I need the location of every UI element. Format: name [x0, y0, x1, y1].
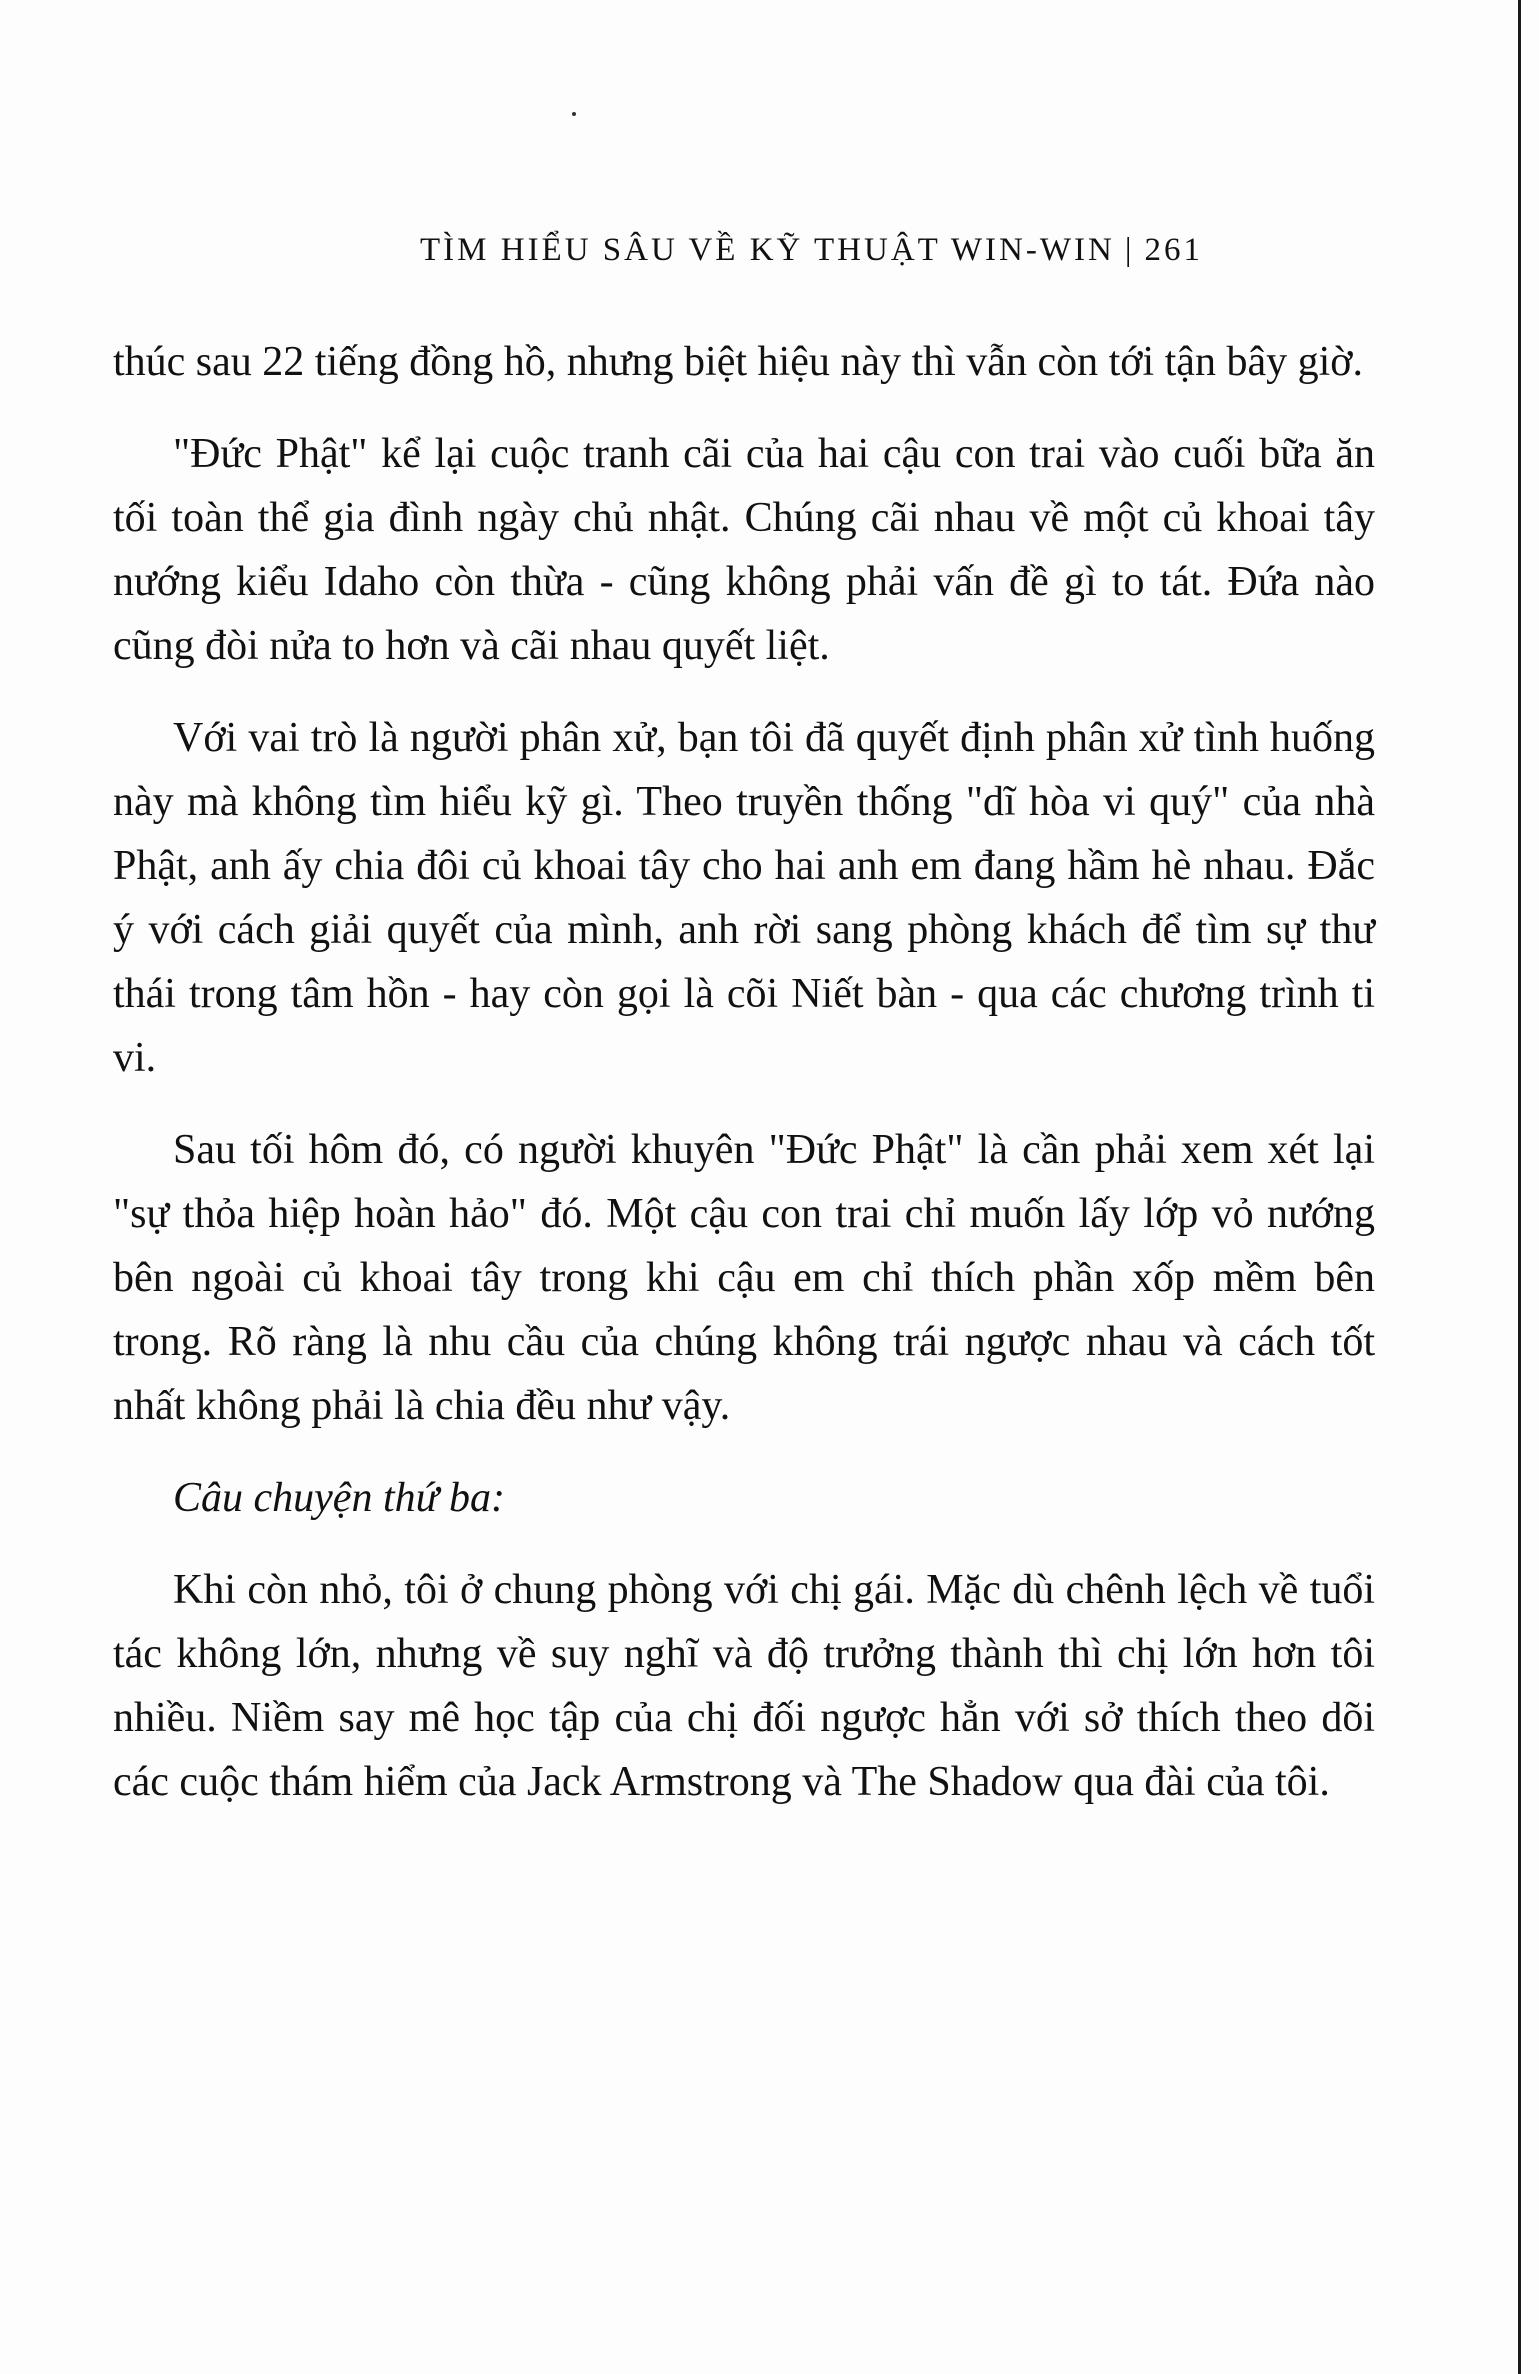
running-header: [420, 232, 1380, 269]
body-text: [113, 330, 1375, 1842]
scan-speck: [572, 112, 576, 116]
chapter-title: TÌM HIỂU SÂU VỀ KỸ THUẬT WIN-WIN: [420, 232, 1115, 268]
paragraph-continuation: thúc sau 22 tiếng đồng hồ, nhưng biệt hiệu này thì vẫn còn tới tận bây giờ.: [113, 339, 1363, 385]
paragraph: Sau tối hôm đó, có người khuyên "Đức Phật" là cần phải xem xét lại "sự thỏa hiệp hoàn hảo" đó. Một cậu con trai chỉ muốn lấy lớp vỏ nướng bên ngoài củ khoai tây trong khi cậu em chỉ thích phần xốp mềm bên trong. Rõ ràng là nhu cầu của chúng không trái ngược nhau và cách tốt nhất không phải là chia đều như vậy.: [113, 1127, 1375, 1429]
paragraph: "Đức Phật" kể lại cuộc tranh cãi của hai cậu con trai vào cuối bữa ăn tối toàn thể gia đình ngày chủ nhật. Chúng cãi nhau về một củ khoai tây nướng kiểu Idaho còn thừa - cũng không phải vấn đề gì to tát. Đứa nào cũng đòi nửa to hơn và cãi nhau quyết liệt.: [113, 431, 1375, 669]
paragraph: Khi còn nhỏ, tôi ở chung phòng với chị gái. Mặc dù chênh lệch về tuổi tác không lớn, nhưng về suy nghĩ và độ trưởng thành thì chị lớn hơn tôi nhiều. Niềm say mê học tập của chị đối ngược hẳn với sở thích theo dõi các cuộc thám hiểm của Jack Armstrong và The Shadow qua đài của tôi.: [113, 1567, 1375, 1805]
header-separator: |: [1124, 232, 1135, 268]
section-subheading: Câu chuyện thứ ba:: [173, 1475, 506, 1521]
page-number: 261: [1144, 232, 1203, 268]
page-edge-line: [1518, 0, 1521, 2374]
paragraph: Với vai trò là người phân xử, bạn tôi đã quyết định phân xử tình huống này mà không tìm hiểu kỹ gì. Theo truyền thống "dĩ hòa vi quý" của nhà Phật, anh ấy chia đôi củ khoai tây cho hai anh em đang hầm hè nhau. Đắc ý với cách giải quyết của mình, anh rời sang phòng khách để tìm sự thư thái trong tâm hồn - hay còn gọi là cõi Niết bàn - qua các chương trình ti vi.: [113, 715, 1375, 1081]
